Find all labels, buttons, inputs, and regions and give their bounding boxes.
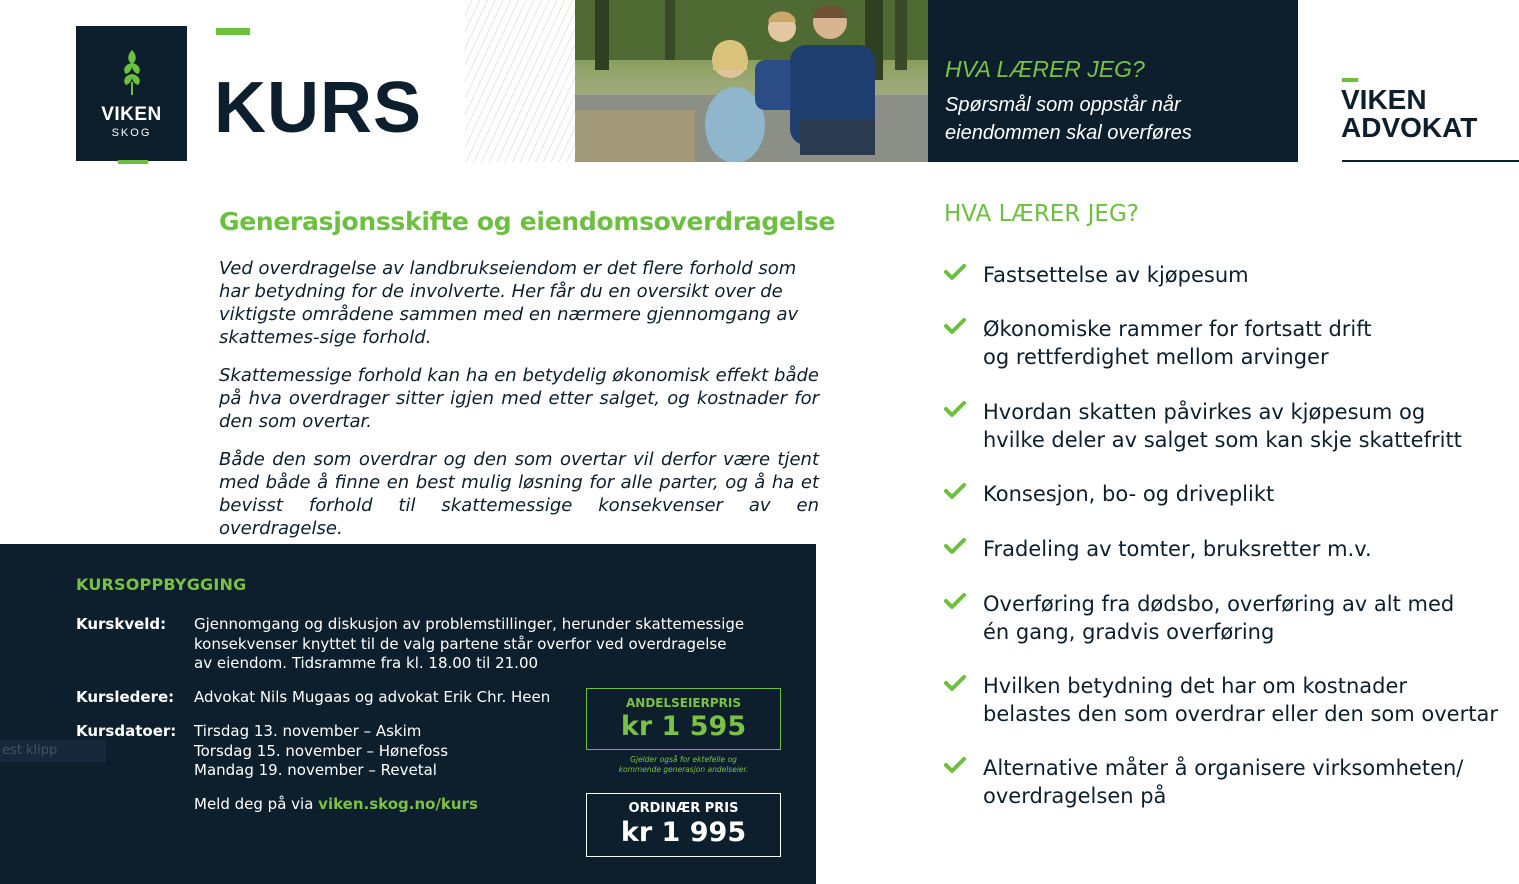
learn-item-text: Økonomiske rammer for fortsatt drift og rettferdighet mellom arvinger — [983, 317, 1372, 369]
advokat-logo-line2: ADVOKAT — [1341, 112, 1478, 143]
wheat-leaf-icon — [118, 48, 146, 96]
learn-heading: HVA LÆRER JEG? — [944, 201, 1139, 227]
course-evening-label: Kurskveld: — [76, 615, 167, 633]
banner-title: HVA LÆRER JEG? — [945, 56, 1145, 82]
ordinary-price-value: kr 1 995 — [620, 817, 747, 848]
learn-item-text: Fradeling av tomter, bruksretter m.v. — [983, 537, 1372, 561]
ordinary-price-label: ORDINÆR PRIS — [628, 801, 739, 816]
check-icon — [944, 263, 966, 281]
check-icon — [944, 482, 966, 500]
signup-link[interactable]: viken.skog.no/kurs — [318, 795, 478, 813]
intro-paragraph-1: Ved overdragelse av landbrukseiendom er det flere forhold som har betydning for de involverte. Her får du en oversikt over de viktigste områdene sammen med en nærmere gjennomgang av skattemes-sige forhold. — [219, 258, 799, 348]
learn-item-text: Fastsettelse av kjøpesum — [983, 263, 1249, 287]
hatch-pattern — [465, 0, 575, 162]
check-icon — [944, 537, 966, 555]
check-icon — [944, 756, 966, 774]
course-dates-label: Kursdatoer: — [76, 722, 177, 740]
family-photo-illustration — [575, 0, 928, 162]
advokat-underline — [1342, 160, 1519, 162]
check-icon — [944, 674, 966, 692]
snip-overlay-tag: est klipp — [0, 740, 106, 762]
course-info-box — [0, 544, 816, 884]
intro-paragraph-3: Både den som overdrar og den som overtar vil derfor være tjent med både å finne en best mulig løsning for alle parter, og å ha et bevisst forhold til skattemessige konsekvenser av en overdragelse. — [219, 449, 819, 539]
kurs-accent-bar — [216, 28, 250, 35]
course-evening-text: Gjennomgang og diskusjon av problemstillinger, herunder skattemessige konsekvenser knyttet til de valg partene står overfor ved overdragelse av eiendom. Tidsramme fra kl. 18.00 til 21.00 — [194, 615, 745, 672]
check-icon — [944, 400, 966, 418]
learn-item-text: Overføring fra dødsbo, overføring av alt med én gang, gradvis overføring — [983, 592, 1455, 644]
viken-skog-logo — [76, 26, 187, 161]
signup-text: Meld deg på via viken.skog.no/kurs — [194, 795, 478, 813]
learn-item-text: Konsesjon, bo- og driveplikt — [983, 482, 1275, 506]
logo-underline — [118, 160, 148, 164]
logo-name: VIKEN — [101, 104, 162, 125]
family-photo — [575, 0, 928, 162]
member-price-note: Gjelder også for ektefelle og kommende generasjon andelseier. — [618, 755, 749, 774]
advokat-logo-line1: VIKEN — [1341, 84, 1427, 115]
intro-paragraph-2: Skattemessige forhold kan ha en betydelig økonomisk effekt både på hva overdrager sitter igjen med etter salget, og kostnader for den som overtar. — [219, 365, 819, 432]
page-title: Generasjonsskifte og eiendomsoverdragelse — [219, 207, 836, 236]
banner-subtitle: Spørsmål som oppstår når eiendommen skal overføres — [945, 94, 1192, 144]
kurs-title: KURS — [214, 68, 423, 148]
ordinary-price-box — [586, 793, 781, 857]
member-price-box — [586, 688, 781, 750]
course-dates: Tirsdag 13. november – Askim Torsdag 15. november – Hønefoss Mandag 19. november – Revetal — [194, 722, 449, 779]
check-icon — [944, 592, 966, 610]
member-price-label: ANDELSEIERPRIS — [625, 696, 742, 710]
course-heading: KURSOPPBYGGING — [76, 575, 247, 594]
member-price-value: kr 1 595 — [620, 711, 747, 742]
learn-item-text: Alternative måter å organisere virksomheten/ overdragelsen på — [983, 756, 1464, 808]
course-leaders-label: Kursledere: — [76, 688, 175, 706]
check-icon — [944, 317, 966, 335]
course-leaders: Advokat Nils Mugaas og advokat Erik Chr. Heen — [194, 688, 551, 706]
logo-sub: SKOG — [111, 127, 152, 139]
learn-item-text: Hvilken betydning det har om kostnader belastes den som overdrar eller den som overtar — [983, 674, 1498, 726]
learn-item-text: Hvordan skatten påvirkes av kjøpesum og hvilke deler av salget som kan skje skattefritt — [983, 400, 1462, 452]
hero-banner — [928, 0, 1298, 162]
advokat-accent-bar — [1342, 78, 1358, 82]
